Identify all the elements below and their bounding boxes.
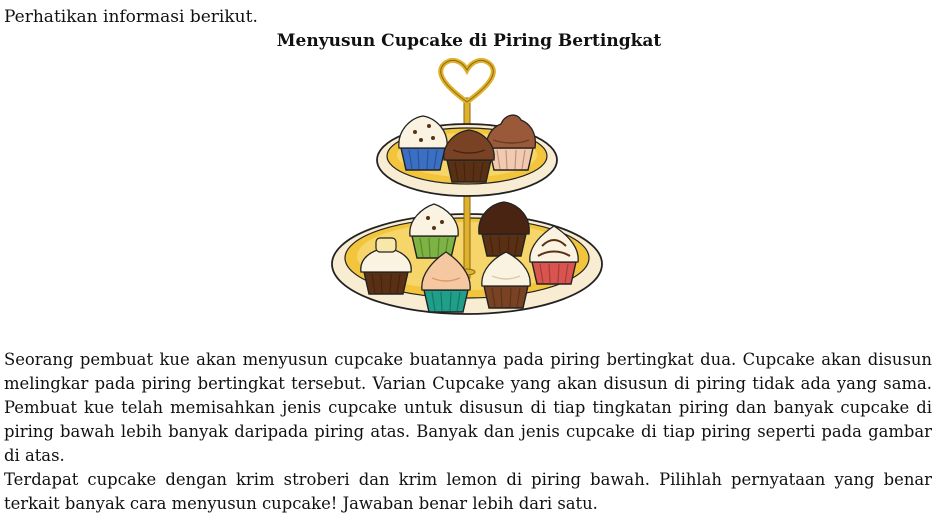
top-cupcake-blue: [399, 116, 447, 170]
paragraph-2: Terdapat cupcake dengan krim stroberi dan krim lemon di piring bawah. Pilihlah pernyataan yang benar terkait banyak cara menyusun cupcake! Jawaban benar lebih dari satu.: [4, 470, 932, 513]
bottom-cupcake-green: [410, 204, 458, 258]
top-cupcake-pink: [487, 115, 536, 170]
intro-text: Perhatikan informasi berikut.: [4, 7, 258, 27]
illustration-title: Menyusun Cupcake di Piring Bertingkat: [276, 31, 662, 51]
problem-description: [4, 348, 932, 516]
cupcake-stand-icon: [330, 58, 608, 340]
paragraph-1: Seorang pembuat kue akan menyusun cupcake buatannya pada piring bertingkat dua. Cupcake akan disusun melingkar pada piring bertingkat tersebut. Varian Cupcake yang akan disusun di piring tidak ada yang sama. Pembuat kue telah memisahkan jenis cupcake untuk disusun di tiap tingkatan piring dan banyak cupcake di piring bawah lebih banyak daripada piring atas. Banyak dan jenis cupcake di tiap piring seperti pada gambar di atas.: [4, 350, 932, 465]
bottom-cupcake-dark-chocolate: [479, 202, 529, 256]
